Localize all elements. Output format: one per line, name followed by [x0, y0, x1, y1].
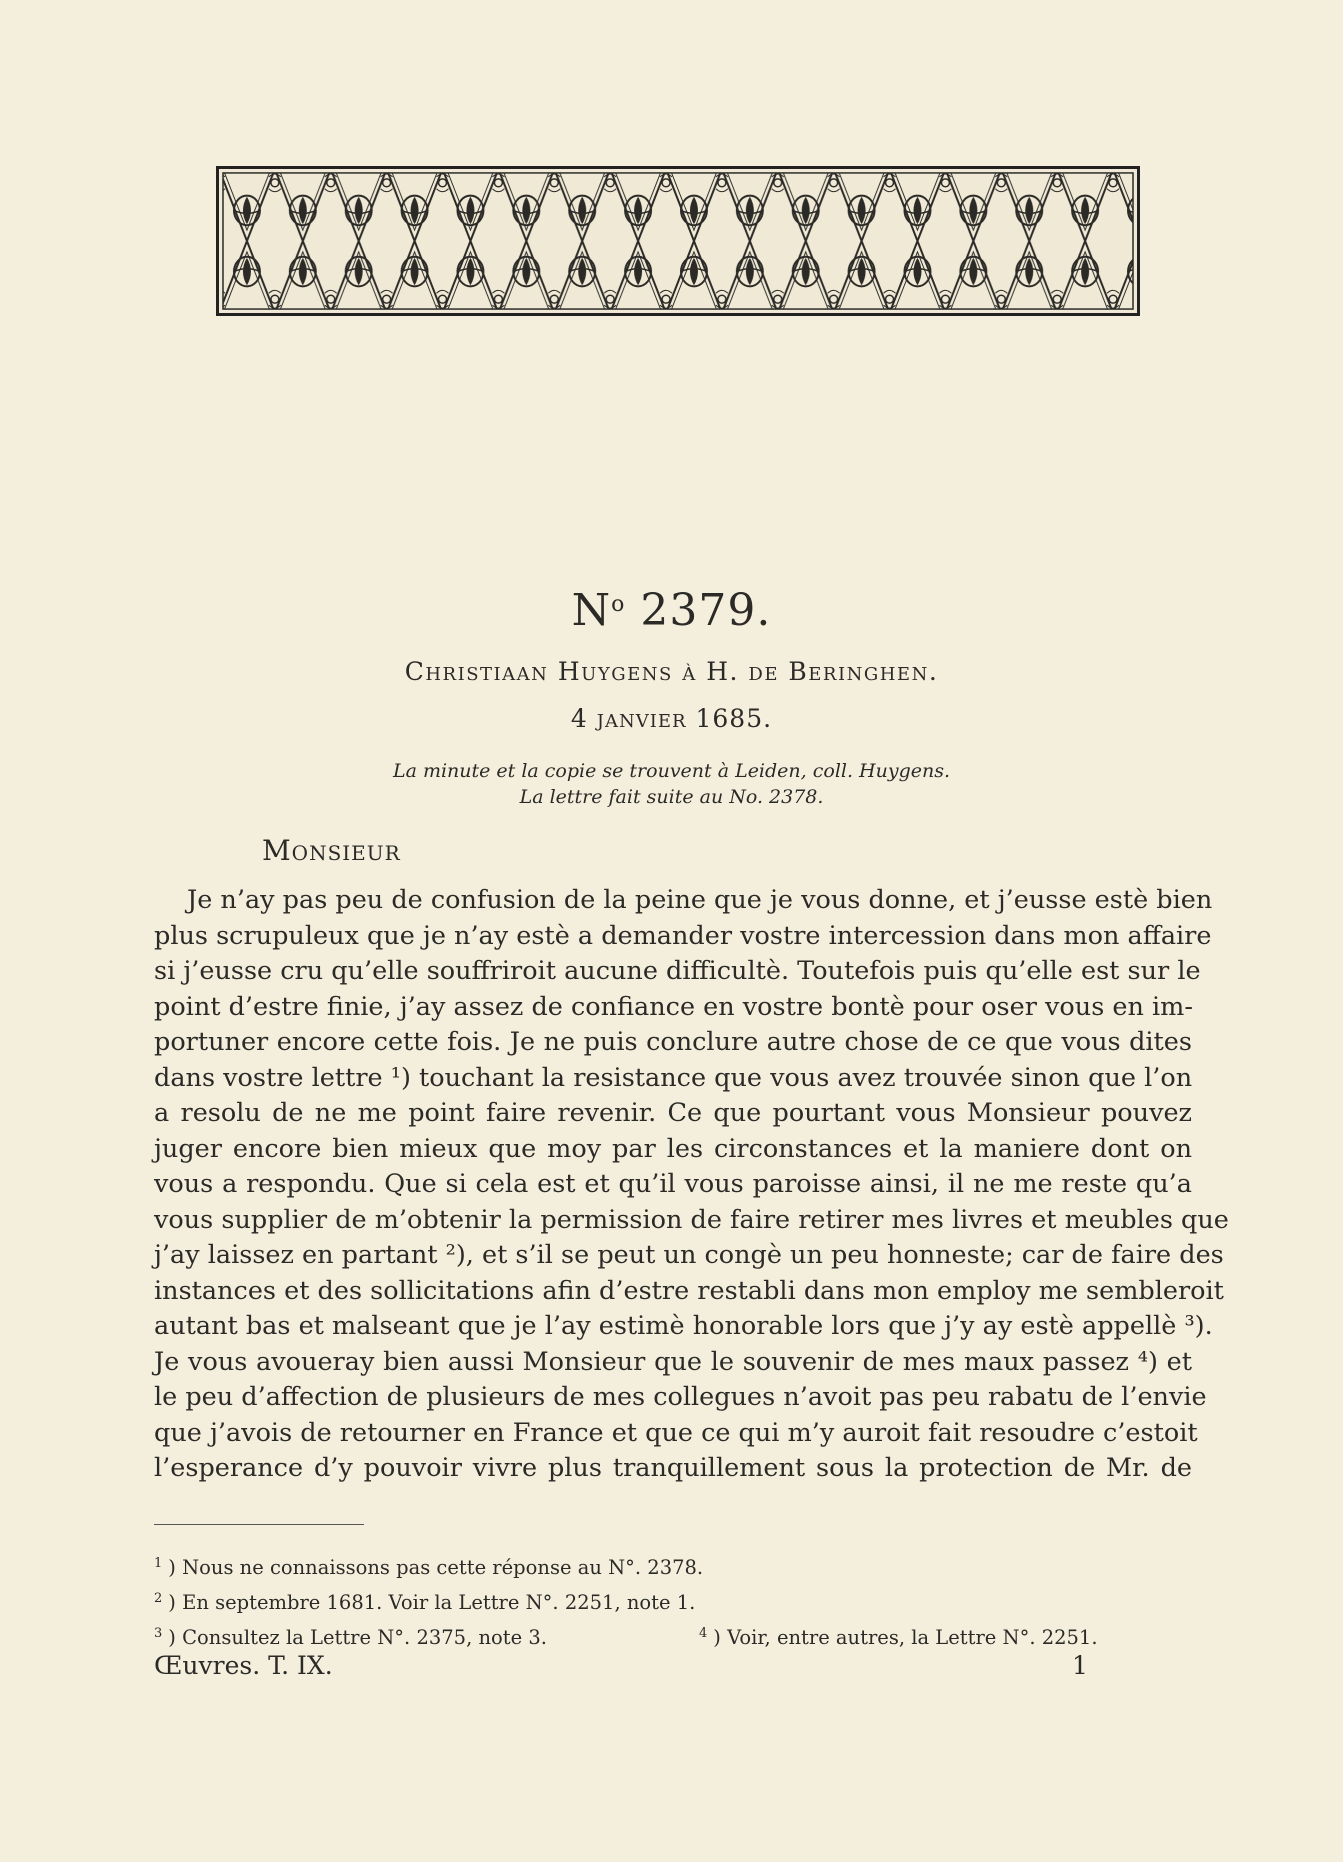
- footnote-number: 4: [699, 1626, 708, 1641]
- footnote: $^2$ ) En septembre 1681. Voir la Lettre N°. 2251, note 1.: [154, 1591, 696, 1614]
- letter-number: 2379.: [640, 585, 772, 636]
- footnote-text: Consultez la Lettre N°. 2375, note 3.: [182, 1626, 547, 1649]
- body-line: point d’estre finie, j’ay assez de confiance en vostre bontè pour oser vous en im-: [154, 991, 1193, 1022]
- body-line: j’ay laissez en partant ²), et s’il se peut un congè un peu honneste; car de faire des: [154, 1240, 1224, 1270]
- footnote: $^3$ ) Consultez la Lettre N°. 2375, note 3.: [154, 1626, 547, 1649]
- letter-number-heading: [0, 585, 1343, 636]
- body-line: que j’avois de retourner en France et que ce qui m’y auroit fait resoudre c’estoit: [154, 1417, 1198, 1448]
- page-number: 1: [1072, 1651, 1088, 1680]
- footnote-text: Nous ne connaissons pas cette réponse au N°. 2378.: [182, 1556, 704, 1579]
- footnote-divider: [154, 1524, 364, 1525]
- footnote-text: Voir, entre autres, la Lettre N°. 2251.: [727, 1626, 1098, 1649]
- body-line: si j’eusse cru qu’elle souffriroit aucune difficultè. Toutefois puis qu’elle est sur le: [154, 956, 1201, 986]
- footnotes: [154, 1548, 1192, 1653]
- body-line: Je vous avoueray bien aussi Monsieur que le souvenir de mes maux passez ⁴) et: [154, 1346, 1192, 1377]
- footnote: $^4$ ) Voir, entre autres, la Lettre N°. 2251.: [699, 1626, 1098, 1649]
- footnote-row: [154, 1618, 1192, 1653]
- volume-label: Œuvres. T. IX.: [154, 1651, 333, 1680]
- body-line: a resolu de ne me point faire revenir. Ce que pourtant vous Monsieur pouvez: [154, 1098, 1192, 1128]
- footnote-number: 3: [154, 1626, 163, 1641]
- author-line: Christiaan Huygens à H. de Beringhen.: [404, 657, 939, 686]
- body-line: le peu d’affection de plusieurs de mes collegues n’avoit pas peu rabatu de l’envie: [154, 1382, 1207, 1412]
- body-line: vous a respondu. Que si cela est et qu’il vous paroisse ainsi, il ne me reste qu’a: [154, 1169, 1192, 1199]
- body-line: Je n’ay pas peu de confusion de la peine que je vous donne, et j’eusse estè bien: [187, 885, 1213, 915]
- ornament-pattern-icon: [219, 169, 1137, 313]
- salutation: Monsieur: [262, 834, 401, 867]
- footnote-number: 2: [154, 1591, 163, 1606]
- body-line: l’esperance d’y pouvoir vivre plus tranquillement sous la protection de Mr. de: [154, 1453, 1192, 1483]
- letter-body: [154, 883, 1229, 1487]
- source-line: La minute et la copie se trouvent à Leiden, coll. Huygens.: [392, 760, 951, 782]
- footnote: $^1$ ) Nous ne connaissons pas cette réponse au N°. 2378.: [154, 1556, 704, 1579]
- body-line: portuner encore cette fois. Je ne puis conclure autre chose de ce que vous dites: [154, 1027, 1192, 1057]
- body-line: dans vostre lettre ¹) touchant la resistance que vous avez trouvée sinon que l’on: [154, 1062, 1193, 1093]
- source-note: [0, 758, 1343, 810]
- ornamental-header-band: [216, 166, 1140, 316]
- body-line: plus scrupuleux que je n’ay estè a demander vostre intercession dans mon affaire: [154, 920, 1212, 951]
- body-line: autant bas et malseant que je l’ay estimè honorable lors que j’y ay estè appellè ³).: [154, 1311, 1213, 1341]
- body-line: vous supplier de m’obtenir la permission de faire retirer mes livres et meubles que: [154, 1204, 1229, 1235]
- number-prefix: N: [571, 585, 612, 636]
- body-line: instances et des sollicitations afin d’estre restabli dans mon employ me sembleroit: [154, 1275, 1224, 1306]
- source-line: La lettre fait suite au No. 2378.: [519, 786, 824, 808]
- body-line: juger encore bien mieux que moy par les circonstances et la maniere dont on: [154, 1133, 1192, 1164]
- footnote-text: En septembre 1681. Voir la Lettre N°. 2251, note 1.: [182, 1591, 696, 1614]
- footnote-number: 1: [154, 1556, 163, 1571]
- number-sup: o: [611, 592, 626, 617]
- date-line: 4 janvier 1685.: [570, 704, 773, 733]
